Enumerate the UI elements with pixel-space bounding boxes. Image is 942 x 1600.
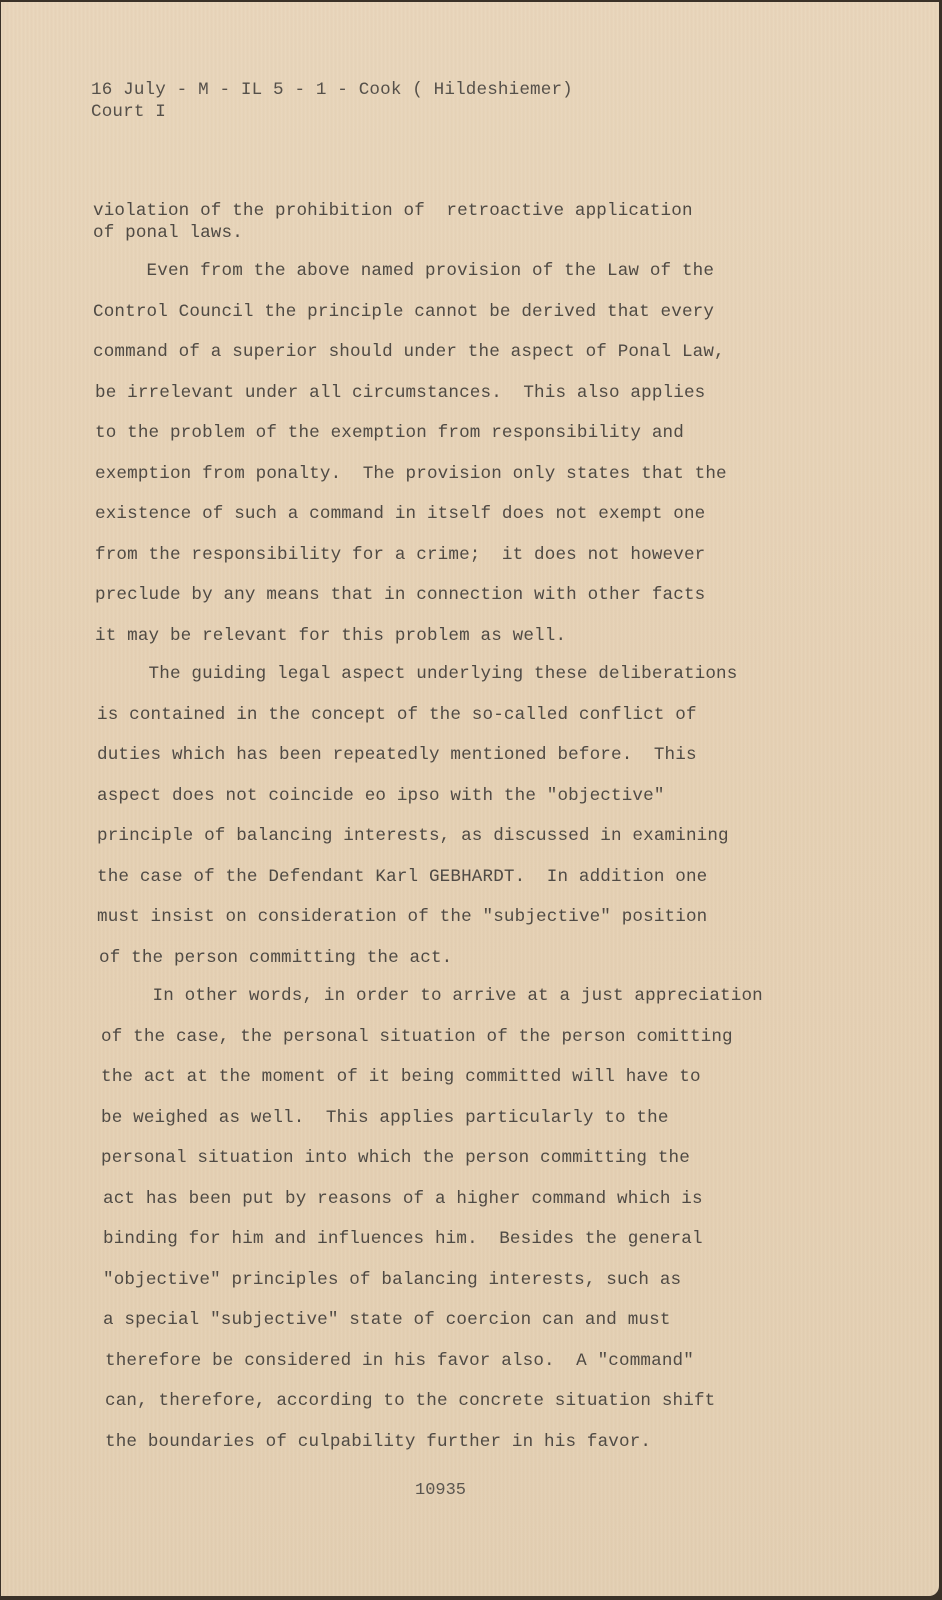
- body-text-line: is contained in the concept of the so-called conflict of: [97, 705, 697, 725]
- body-text-line: exemption from ponalty. The provision only states that the: [95, 464, 727, 484]
- document-page: [1, 2, 939, 1596]
- body-text-line: existence of such a command in itself does not exempt one: [95, 504, 706, 524]
- body-text-line: to the problem of the exemption from responsibility and: [95, 423, 684, 443]
- body-text-line: aspect does not coincide eo ipso with the "objective": [97, 786, 665, 806]
- body-text-line: of the case, the personal situation of the person comitting: [101, 1027, 733, 1047]
- body-text-line: Control Council the principle cannot be derived that every: [93, 302, 715, 322]
- body-text-line: "objective" principles of balancing interests, such as: [103, 1270, 682, 1290]
- body-text-line: must insist on consideration of the "subjective" position: [97, 907, 708, 927]
- body-text-line: The guiding legal aspect underlying these deliberations: [95, 664, 738, 684]
- body-text-line: be weighed as well. This applies particularly to the: [101, 1108, 669, 1128]
- body-text-line: can, therefore, according to the concrete situation shift: [105, 1391, 716, 1411]
- header-case-line: 16 July - M - IL 5 - 1 - Cook ( Hildeshiemer): [91, 80, 573, 100]
- body-text-line: the boundaries of culpability further in his favor.: [105, 1432, 652, 1452]
- body-text-line: of ponal laws.: [93, 223, 243, 243]
- body-text-line: be irrelevant under all circumstances. This also applies: [95, 383, 706, 403]
- body-text-line: Even from the above named provision of the Law of the: [93, 261, 715, 281]
- page-number: 10935: [415, 1481, 467, 1500]
- body-text-line: from the responsibility for a crime; it does not however: [95, 545, 706, 565]
- body-text-line: binding for him and influences him. Besides the general: [103, 1229, 703, 1249]
- body-text-line: act has been put by reasons of a higher command which is: [103, 1189, 703, 1209]
- body-text-line: a special "subjective" state of coercion can and must: [103, 1310, 671, 1330]
- body-text-line: personal situation into which the person committing the: [101, 1148, 690, 1168]
- body-text-line: In other words, in order to arrive at a just appreciation: [99, 986, 763, 1006]
- body-text-line: preclude by any means that in connection with other facts: [95, 585, 706, 605]
- body-text-line: therefore be considered in his favor also. A "command": [105, 1351, 694, 1371]
- body-text-line: of the person committing the act.: [99, 948, 453, 968]
- body-text-line: duties which has been repeatedly mentioned before. This: [97, 745, 697, 765]
- body-text-line: the act at the moment of it being committed will have to: [101, 1067, 701, 1087]
- body-text-line: it may be relevant for this problem as well.: [95, 626, 567, 646]
- body-text-line: principle of balancing interests, as discussed in examining: [97, 826, 729, 846]
- body-text-line: violation of the prohibition of retroactive application: [93, 201, 693, 221]
- header-court-line: Court I: [91, 102, 166, 122]
- body-text-line: command of a superior should under the aspect of Ponal Law,: [93, 342, 725, 362]
- body-text-line: the case of the Defendant Karl GEBHARDT. In addition one: [97, 867, 708, 887]
